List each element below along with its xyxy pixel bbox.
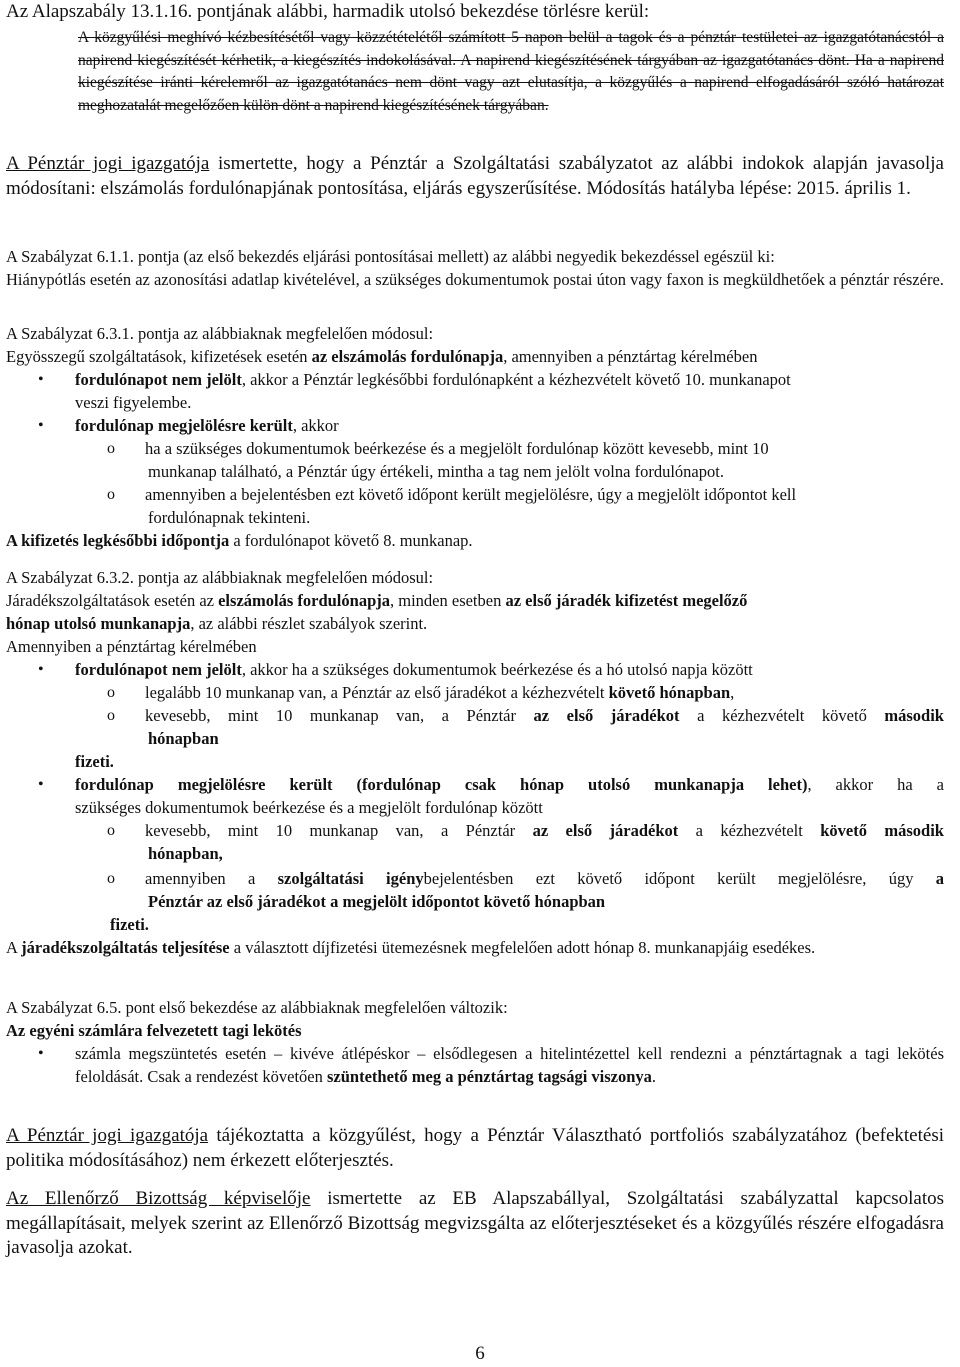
sub-bullet-line xyxy=(145,867,944,890)
teljesites-paragraph xyxy=(6,936,944,959)
bold-text: hónapban, xyxy=(148,844,223,863)
sub-bullet-icon: o xyxy=(107,440,115,457)
fizeti-line xyxy=(75,750,944,773)
text: . xyxy=(651,1067,657,1086)
section-631-ref: A Szabályzat 6.3.1. pontja az alábbiaknak megfelelően módosul: xyxy=(6,324,434,343)
sub-bullet-line xyxy=(145,704,944,727)
sub-bullet-icon: o xyxy=(107,870,115,887)
bullet-continuation: szükséges dokumentumok beérkezése és a megjelölt fordulónap között xyxy=(75,798,543,817)
text: bejelentésben ezt követő időpont került megjelölésre, úgy xyxy=(423,869,936,888)
bullet-bold: fordulónapot nem jelölt xyxy=(75,370,242,389)
text: a választott díjfizetési ütemezésnek megfelelően adott hónap 8. munkanapjáig esedékes. xyxy=(229,938,816,957)
text: a kézhezvételt xyxy=(678,821,821,840)
text: Járadékszolgáltatások esetén az xyxy=(6,591,219,610)
section-632-ref: A Szabályzat 6.3.2. pontja az alábbiaknak megfelelően módosul: xyxy=(6,568,434,587)
speaker-legal-director: A Pénztár jogi igazgatója xyxy=(6,1125,209,1146)
fizeti-line xyxy=(110,913,944,936)
bold-text: fizeti. xyxy=(110,915,149,934)
lead-text: Egyösszegű szolgáltatások, kifizetések esetén xyxy=(6,347,312,366)
bold-text: hónap utolsó munkanapja xyxy=(6,614,191,633)
page-heading: Az Alapszabály 13.1.16. pontjának alábbi, harmadik utolsó bekezdése törlésre kerül: xyxy=(6,1,650,22)
bold-text: elszámolás fordulónapja xyxy=(218,591,390,610)
section-611-body: Hiánypótlás esetén az azonosítási adatlap kivételével, a szükséges dokumentumok postai úton vagy faxon is megküldhetőek a pénztár részére. xyxy=(6,270,944,289)
text: kevesebb, mint 10 munkanap van, a Pénztár xyxy=(145,706,534,725)
bullet-icon: • xyxy=(38,1045,44,1062)
intro-paragraph xyxy=(6,152,944,201)
bullet-item xyxy=(75,773,944,796)
portfolio-paragraph xyxy=(6,1124,944,1173)
bullet-continuation: veszi figyelembe. xyxy=(75,393,192,412)
section-611-ref: A Szabályzat 6.1.1. pontja (az első bekezdés eljárási pontosításai mellett) az alábbi negyedik bekezdéssel egészül ki: xyxy=(6,247,775,266)
sub-bullet-line xyxy=(148,727,944,750)
lead-text-end: , amennyiben a pénztártag kérelmében xyxy=(503,347,758,366)
text: kevesebb, mint 10 munkanap van, a Pénztár xyxy=(145,821,533,840)
deleted-paragraph: A közgyűlési meghívó kézbesítésétől vagy közzétételétől számított 5 napon belül a tagok és a pénztár testületei az igazgatótanácstól a napirend kiegészítését kérhetik, a kiegészítés indokolásával. A napirend kiegészítésének tárgyában az igazgatótanács dönt. Ha a napirend kiegészítése iránti kérelemről az igazgatótanács nem dönt vagy azt elutasítja, a közgyűlés a napirend elfogadásáról szóló határozat meghozatalát megelőzően külön dönt a napirend kiegészítésének tárgyában. xyxy=(78,29,944,114)
sub-bullet-line xyxy=(148,890,944,913)
section-631-closing xyxy=(6,529,944,552)
sub-bullet-icon: o xyxy=(107,486,115,503)
closing-text: a fordulónapot követő 8. munkanap. xyxy=(229,531,473,550)
page-number: 6 xyxy=(475,1343,485,1364)
speaker-legal-director: A Pénztár jogi igazgatója xyxy=(6,153,210,174)
bullet-item xyxy=(75,368,944,391)
bold-text: követő hónapban xyxy=(608,683,731,702)
bold-text: fizeti. xyxy=(75,752,114,771)
sub-bullet-line xyxy=(148,842,944,865)
bold-text: a xyxy=(935,869,944,888)
section-632-line xyxy=(6,589,944,612)
sub-bullet-line: fordulónapnak tekinteni. xyxy=(148,508,311,527)
bullet-item xyxy=(75,658,944,681)
bold-text: Az egyéni számlára felvezetett tagi lekötés xyxy=(6,1021,302,1040)
bold-text: hónapban xyxy=(148,729,219,748)
sub-bullet-icon: o xyxy=(107,822,115,839)
eb-text: ismertette az EB Alapszabállyal, Szolgáltatási szabályzattal kapcsolatos megállapításait, melyek szerint az Ellenőrző Bizottság megvizsgálta az előterjesztéseket és a közgyűlés részére elfogadásra javasolja azokat. xyxy=(6,1188,944,1258)
bullet-icon: • xyxy=(38,417,44,434)
bullet-icon: • xyxy=(38,371,44,388)
text: legalább 10 munkanap van, a Pénztár az első járadékot a kézhezvételt xyxy=(145,683,609,702)
bold-text: második xyxy=(884,706,944,725)
bullet-text: , akkor ha a szükséges dokumentumok beérkezése és a hó utolsó napja között xyxy=(241,660,753,679)
bold-text: járadékszolgáltatás teljesítése xyxy=(21,938,230,957)
bullet-text: , akkor xyxy=(292,416,339,435)
text: , az alábbi részlet szabályok szerint. xyxy=(190,614,428,633)
bullet-bold: fordulónapot nem jelölt xyxy=(75,660,242,679)
bold-text: az első járadékot xyxy=(533,706,680,725)
portfolio-text: tájékoztatta a közgyűlést, hogy a Pénztár Választható portfoliós szabályzatához (befektetési politika módosításához) nem érkezett előterjesztés. xyxy=(6,1125,944,1171)
text: A xyxy=(6,938,22,957)
bullet-bold: fordulónap megjelölésre került xyxy=(75,416,293,435)
text: , minden esetben xyxy=(390,591,506,610)
bold-text: az első járadék kifizetést megelőző xyxy=(505,591,748,610)
sub-bullet-line: amennyiben a bejelentésben ezt követő időpont került megjelölésre, úgy a megjelölt időpontot kell xyxy=(145,485,797,504)
bullet-item xyxy=(75,414,944,437)
section-65-heading xyxy=(6,1019,944,1042)
bullet-item xyxy=(75,1042,944,1088)
text: számla megszüntetés esetén – kivéve átlépéskor – elsődlegesen a hitelintézettel kell rendezni a pénztártagnak a tagi lekötés feloldását. Csak a rendezést követően xyxy=(75,1044,944,1086)
closing-bold: A kifizetés legkésőbbi időpontja xyxy=(6,531,230,550)
sub-bullet-icon: o xyxy=(107,707,115,724)
bold-text: szüntethető meg a pénztártag tagsági viszonya xyxy=(327,1067,652,1086)
section-632-line: Amennyiben a pénztártag kérelmében xyxy=(6,637,257,656)
bold-text: követő második xyxy=(820,821,944,840)
section-632-line xyxy=(6,612,944,635)
bold-text: szolgáltatási igény xyxy=(277,869,424,888)
sub-bullet-line xyxy=(145,819,944,842)
bullet-bold: fordulónap megjelölésre került (fordulónap csak hónap utolsó munkanapja lehet) xyxy=(75,775,808,794)
text: a kézhezvételt követő xyxy=(679,706,885,725)
text: , xyxy=(730,683,735,702)
bullet-icon: • xyxy=(38,661,44,678)
supervisory-board-paragraph xyxy=(6,1187,944,1261)
bullet-text: , akkor a Pénztár legkésőbbi fordulónapként a kézhezvételt követő 10. munkanapot xyxy=(241,370,791,389)
bullet-text: , akkor ha a xyxy=(807,775,944,794)
sub-bullet-line: ha a szükséges dokumentumok beérkezése és a megjelölt fordulónap között kevesebb, mint 10 xyxy=(145,439,769,458)
bold-text: az első járadékot xyxy=(532,821,679,840)
intro-text: ismertette, hogy a Pénztár a Szolgáltatási szabályzatot az alábbi indokok alapján javasolja módosítani: elszámolás fordulónapjának pontosítása, eljárás egyszerűsítése. Módosítás hatályba lépése: 2015. április 1. xyxy=(6,153,944,199)
sub-bullet-icon: o xyxy=(107,684,115,701)
bold-text: Pénztár az első járadékot a megjelölt időpontot követő hónapban xyxy=(148,892,606,911)
text: amennyiben a xyxy=(145,869,278,888)
speaker-supervisory-board: Az Ellenőrző Bizottság képviselője xyxy=(6,1188,311,1209)
section-631-lead xyxy=(6,345,944,368)
section-65-ref: A Szabályzat 6.5. pont első bekezdése az alábbiaknak megfelelően változik: xyxy=(6,998,508,1017)
lead-bold: az elszámolás fordulónapja xyxy=(311,347,504,366)
sub-bullet-line: munkanap található, a Pénztár úgy értékeli, mintha a tag nem jelölt volna fordulónapot. xyxy=(148,462,724,481)
bullet-icon: • xyxy=(38,776,44,793)
sub-bullet-line xyxy=(145,681,944,704)
